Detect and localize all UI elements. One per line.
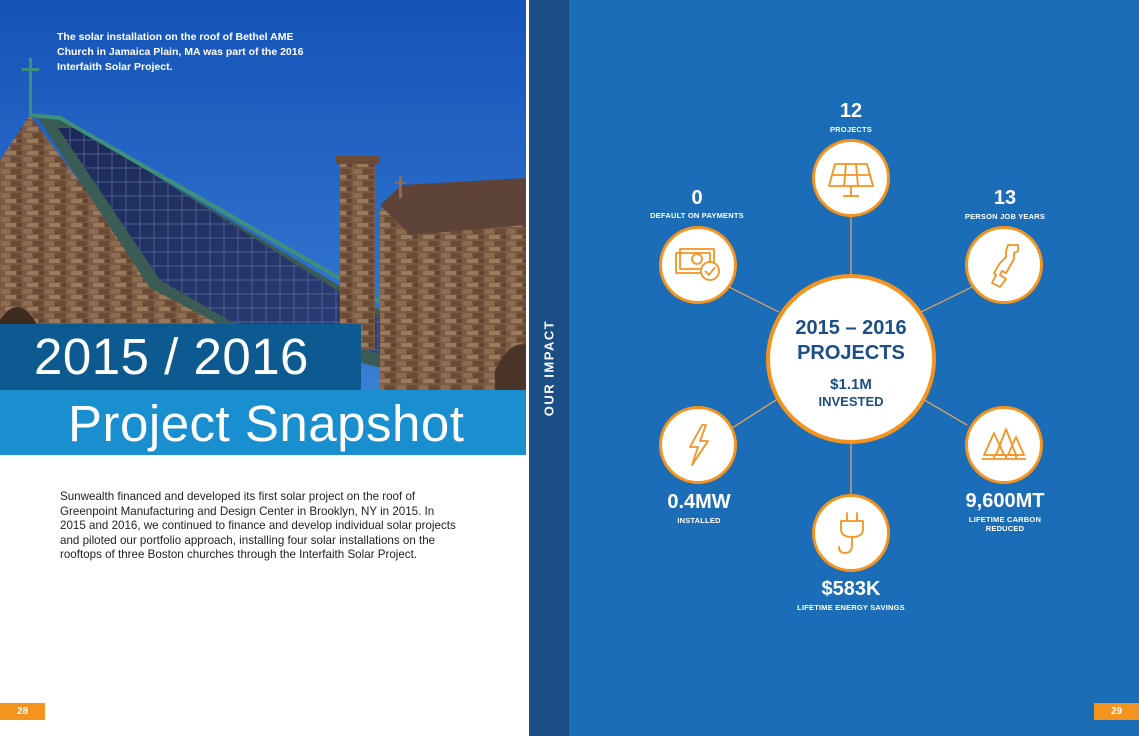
metric-carbon-value: 9,600MT bbox=[965, 490, 1045, 512]
intro-paragraph: Sunwealth financed and developed its first solar project on the roof of Greenpoint Manufacturing and Design Center in Brooklyn, NY in 2015. In 2015 and 2016, we continued to finance and develop individual solar projects and piloted our portfolio approach, installing four solar installations on the rooftops of three Boston churches through the Interfaith Solar Project. bbox=[60, 490, 456, 562]
right-page bbox=[569, 0, 1139, 736]
metric-carbon-label: LIFETIME CARBON REDUCED bbox=[968, 515, 1042, 533]
center-amount: $1.1M bbox=[830, 376, 872, 393]
page-title: Project Snapshot bbox=[68, 395, 465, 452]
metric-installed-circle bbox=[659, 406, 737, 484]
metric-savings-label: LIFETIME ENERGY SAVINGS bbox=[797, 603, 905, 612]
metric-job-years-label: PERSON JOB YEARS bbox=[964, 212, 1046, 221]
metric-default-circle bbox=[659, 226, 737, 304]
metric-projects-circle bbox=[812, 139, 890, 217]
plug-icon bbox=[815, 497, 887, 569]
trees-icon bbox=[968, 409, 1040, 481]
left-page bbox=[0, 0, 526, 736]
money-check-icon bbox=[662, 229, 734, 301]
metric-job-years-circle bbox=[965, 226, 1043, 304]
metric-savings-circle bbox=[812, 494, 890, 572]
metric-installed-value: 0.4MW bbox=[667, 491, 731, 513]
metric-job-years-value: 13 bbox=[993, 187, 1017, 209]
center-title: 2015 – 2016 PROJECTS bbox=[795, 317, 907, 364]
center-summary-circle bbox=[766, 274, 936, 444]
page-number-right: 29 bbox=[1094, 703, 1139, 720]
center-subtitle: INVESTED bbox=[818, 394, 884, 409]
page-title-year: 2015 / 2016 bbox=[34, 328, 309, 385]
wrench-icon bbox=[968, 229, 1040, 301]
metric-default-label: DEFAULT ON PAYMENTS bbox=[650, 211, 744, 220]
metric-installed-label: INSTALLED bbox=[677, 516, 721, 525]
solar-panel-icon bbox=[815, 142, 887, 214]
metric-default-value: 0 bbox=[691, 187, 703, 209]
metric-carbon-circle bbox=[965, 406, 1043, 484]
lightning-bolt-icon bbox=[662, 409, 734, 481]
metric-projects-label: PROJECTS bbox=[829, 125, 873, 134]
photo-caption: The solar installation on the roof of Bethel AME Church in Jamaica Plain, MA was part of the 2016 Interfaith Solar Project. bbox=[57, 31, 304, 73]
metric-projects-value: 12 bbox=[839, 100, 863, 122]
metric-savings-value: $583K bbox=[821, 578, 881, 600]
page-number-left: 28 bbox=[0, 703, 45, 720]
section-label: OUR IMPACT bbox=[541, 319, 557, 417]
